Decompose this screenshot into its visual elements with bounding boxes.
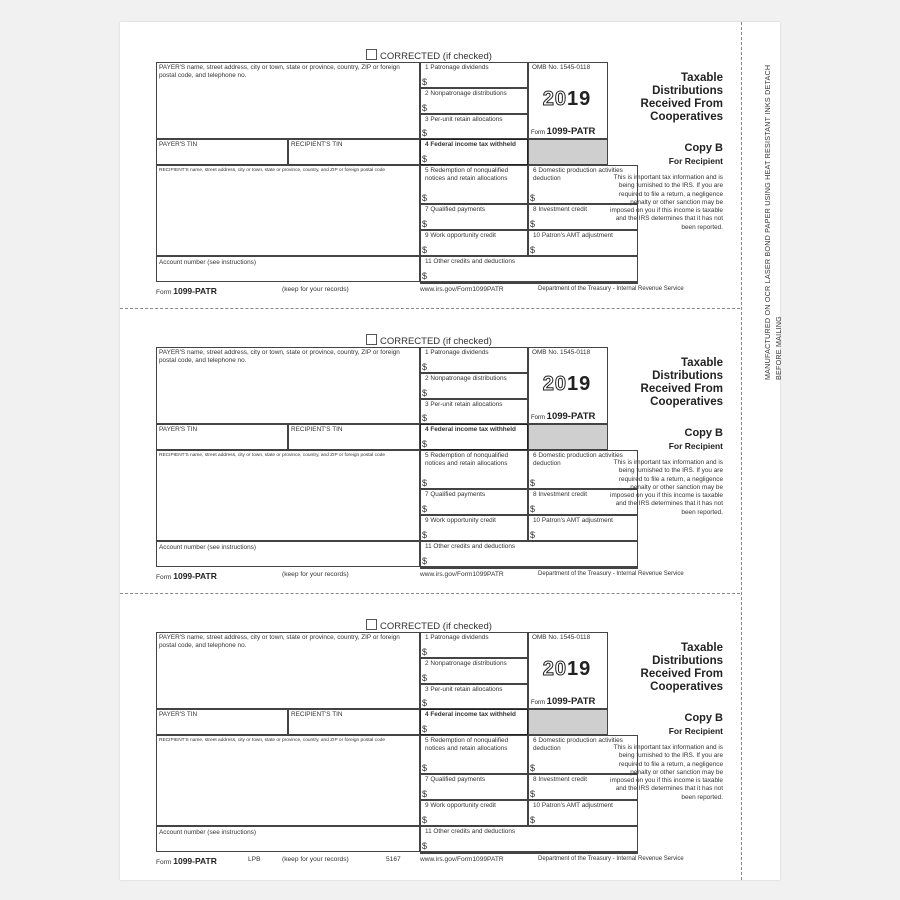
omb-year-box <box>528 632 608 709</box>
footer-keep-records: (keep for your records) <box>282 856 349 863</box>
recipient-name-field[interactable] <box>156 450 420 541</box>
form-word: Form <box>156 574 172 581</box>
box1-label: 1 Patronage dividends <box>425 634 489 641</box>
form-copy-2 <box>120 333 740 583</box>
form-name: 1099-PATR <box>546 126 596 137</box>
dollar-sign: $ <box>422 128 428 138</box>
dollar-sign: $ <box>422 219 428 229</box>
box8-field[interactable] <box>528 204 638 230</box>
tax-year-prefix: 20 <box>542 88 567 110</box>
box11-label: 11 Other credits and deductions <box>425 543 516 550</box>
dollar-sign: $ <box>422 504 428 514</box>
recipient-name-field[interactable] <box>156 735 420 826</box>
recipient-name-label: RECIPIENT'S name, street address, city or town, state or province, country, and ZIP or foreign postal code <box>159 453 386 458</box>
recipient-tin-label: RECIPIENT'S TIN <box>291 711 343 718</box>
box10-field[interactable] <box>528 230 638 256</box>
important-notice: This is important tax information and is being furnished to the IRS. If you are required to file a return, a negligence penalty or other sanction may be imposed on you if this income is taxable and the IRS determines that it has not been reported. <box>610 459 723 516</box>
box6-label: 6 Domestic production activities deduction <box>533 167 623 182</box>
side-margin-label: MANUFACTURED ON OCR LASER BOND PAPER USING HEAT RESISTANT INKS DETACH BEFORE MAILING <box>763 64 783 380</box>
footer-department: Department of the Treasury - Internal Revenue Service <box>538 856 684 862</box>
dollar-sign: $ <box>530 478 536 488</box>
box6-field[interactable] <box>528 165 638 204</box>
payer-name-field[interactable] <box>156 62 420 139</box>
dollar-sign: $ <box>422 724 428 734</box>
dollar-sign: $ <box>422 556 428 566</box>
dollar-sign: $ <box>422 245 428 255</box>
box1-field[interactable] <box>420 347 528 373</box>
recipient-name-field[interactable] <box>156 165 420 256</box>
account-number-label: Account number (see instructions) <box>159 544 256 551</box>
payer-name-label: PAYER'S name, street address, city or town, state or province, country, ZIP or foreign postal code, and telephone no. <box>159 64 400 79</box>
box6-field[interactable] <box>528 450 638 489</box>
dollar-sign: $ <box>530 815 536 825</box>
box3-field[interactable] <box>420 684 528 709</box>
dollar-sign: $ <box>422 763 428 773</box>
box6-label: 6 Domestic production activities deduction <box>533 452 623 467</box>
footer-irs-url[interactable]: www.irs.gov/Form1099PATR <box>420 286 504 293</box>
box3-label: 3 Per-unit retain allocations <box>425 116 503 123</box>
box9-label: 9 Work opportunity credit <box>425 802 496 809</box>
footer-form-id <box>156 571 217 581</box>
box7-field[interactable] <box>420 774 528 800</box>
corrected-checkbox-row[interactable] <box>366 334 492 347</box>
box8-field[interactable] <box>528 489 638 515</box>
dollar-sign: $ <box>422 530 428 540</box>
dollar-sign: $ <box>530 763 536 773</box>
dollar-sign: $ <box>422 103 428 113</box>
payer-name-field[interactable] <box>156 632 420 709</box>
tax-year-suffix: 19 <box>567 658 592 680</box>
corrected-label: CORRECTED (if checked) <box>380 621 492 632</box>
recipient-name-label: RECIPIENT'S name, street address, city or town, state or province, country, and ZIP or foreign postal code <box>159 168 386 173</box>
form-title: Taxable Distributions Received From Cooperatives <box>640 357 723 408</box>
payer-tin-field[interactable] <box>156 709 288 735</box>
box5-field[interactable] <box>420 450 528 489</box>
tax-year <box>531 373 603 396</box>
box4-label: 4 Federal income tax withheld <box>425 426 516 433</box>
dollar-sign: $ <box>422 77 428 87</box>
box10-label: 10 Patron's AMT adjustment <box>533 232 613 239</box>
payer-name-label: PAYER'S name, street address, city or town, state or province, country, ZIP or foreign postal code, and telephone no. <box>159 634 400 649</box>
box11-label: 11 Other credits and deductions <box>425 258 516 265</box>
form-word: Form <box>156 859 172 866</box>
form-id <box>531 126 595 137</box>
box8-field[interactable] <box>528 774 638 800</box>
form-id <box>531 696 595 707</box>
footer-form-id <box>156 286 217 296</box>
form-title: Taxable Distributions Received From Cooperatives <box>640 72 723 123</box>
box10-field[interactable] <box>528 515 638 541</box>
omb-number: OMB No. 1545-0118 <box>532 634 591 641</box>
omb-year-box <box>528 347 608 424</box>
recipient-tin-label: RECIPIENT'S TIN <box>291 426 343 433</box>
side-margin-text <box>762 60 782 380</box>
box8-label: 8 Investment credit <box>533 206 587 213</box>
dollar-sign: $ <box>530 530 536 540</box>
recipient-tin-field[interactable] <box>288 709 420 735</box>
perforation-line-2 <box>120 593 740 594</box>
payer-tin-label: PAYER'S TIN <box>159 141 198 148</box>
omb-year-box <box>528 62 608 139</box>
footer-irs-url[interactable]: www.irs.gov/Form1099PATR <box>420 856 504 863</box>
form-name: 1099-PATR <box>546 696 596 707</box>
corrected-checkbox-row[interactable] <box>366 619 492 632</box>
footer-department: Department of the Treasury - Internal Revenue Service <box>538 286 684 292</box>
dollar-sign: $ <box>422 154 428 164</box>
form-name: 1099-PATR <box>173 856 217 866</box>
tax-year-suffix: 19 <box>567 88 592 110</box>
omb-number: OMB No. 1545-0118 <box>532 64 591 71</box>
box7-field[interactable] <box>420 204 528 230</box>
account-number-label: Account number (see instructions) <box>159 259 256 266</box>
box9-label: 9 Work opportunity credit <box>425 232 496 239</box>
shaded-box <box>528 139 608 165</box>
detach-perforation-vertical <box>741 22 742 880</box>
copy-label: Copy B <box>684 142 723 154</box>
footer-keep-records: (keep for your records) <box>282 286 349 293</box>
copy-label: Copy B <box>684 712 723 724</box>
box2-label: 2 Nonpatronage distributions <box>425 90 507 97</box>
for-recipient-label: For Recipient <box>668 441 723 451</box>
box9-field[interactable] <box>420 230 528 256</box>
box7-label: 7 Qualified payments <box>425 491 486 498</box>
dollar-sign: $ <box>422 789 428 799</box>
form-word: Form <box>531 700 545 706</box>
box6-field[interactable] <box>528 735 638 774</box>
box3-label: 3 Per-unit retain allocations <box>425 401 503 408</box>
payer-name-field[interactable] <box>156 347 420 424</box>
box3-field[interactable] <box>420 114 528 139</box>
dollar-sign: $ <box>422 388 428 398</box>
recipient-name-label: RECIPIENT'S name, street address, city or town, state or province, country, and ZIP or foreign postal code <box>159 738 386 743</box>
omb-number: OMB No. 1545-0118 <box>532 349 591 356</box>
corrected-checkbox-row[interactable] <box>366 49 492 62</box>
box8-label: 8 Investment credit <box>533 776 587 783</box>
box7-field[interactable] <box>420 489 528 515</box>
recipient-tin-field[interactable] <box>288 139 420 165</box>
payer-tin-field[interactable] <box>156 139 288 165</box>
dollar-sign: $ <box>530 193 536 203</box>
dollar-sign: $ <box>422 673 428 683</box>
corrected-checkbox[interactable] <box>366 49 377 60</box>
corrected-label: CORRECTED (if checked) <box>380 336 492 347</box>
box11-field[interactable] <box>420 826 638 852</box>
footer-code: 5167 <box>386 856 401 863</box>
box11-field[interactable] <box>420 541 638 567</box>
box4-field[interactable] <box>420 139 528 165</box>
box10-label: 10 Patron's AMT adjustment <box>533 802 613 809</box>
dollar-sign: $ <box>422 841 428 851</box>
account-number-field[interactable] <box>156 256 420 282</box>
tax-year <box>531 658 603 681</box>
tax-year-prefix: 20 <box>542 373 567 395</box>
payer-tin-label: PAYER'S TIN <box>159 711 198 718</box>
shaded-box <box>528 424 608 450</box>
box4-label: 4 Federal income tax withheld <box>425 711 516 718</box>
dollar-sign: $ <box>530 504 536 514</box>
dollar-sign: $ <box>422 439 428 449</box>
dollar-sign: $ <box>530 789 536 799</box>
box5-field[interactable] <box>420 165 528 204</box>
form-copy-3 <box>120 618 740 868</box>
box2-field[interactable] <box>420 88 528 114</box>
payer-tin-label: PAYER'S TIN <box>159 426 198 433</box>
account-number-field[interactable] <box>156 541 420 567</box>
footer-lpb: LPB <box>248 856 261 863</box>
form-word: Form <box>531 415 545 421</box>
account-number-label: Account number (see instructions) <box>159 829 256 836</box>
box4-label: 4 Federal income tax withheld <box>425 141 516 148</box>
box2-field[interactable] <box>420 373 528 399</box>
box10-label: 10 Patron's AMT adjustment <box>533 517 613 524</box>
tax-year-suffix: 19 <box>567 373 592 395</box>
copy-label: Copy B <box>684 427 723 439</box>
dollar-sign: $ <box>422 193 428 203</box>
box10-field[interactable] <box>528 800 638 826</box>
account-number-field[interactable] <box>156 826 420 852</box>
box11-field[interactable] <box>420 256 638 282</box>
box2-field[interactable] <box>420 658 528 684</box>
dollar-sign: $ <box>422 698 428 708</box>
dollar-sign: $ <box>422 478 428 488</box>
dollar-sign: $ <box>422 271 428 281</box>
dollar-sign: $ <box>422 413 428 423</box>
box5-label: 5 Redemption of nonqualified notices and retain allocations <box>425 167 509 182</box>
box2-label: 2 Nonpatronage distributions <box>425 660 507 667</box>
shaded-box <box>528 709 608 735</box>
payer-tin-field[interactable] <box>156 424 288 450</box>
box7-label: 7 Qualified payments <box>425 776 486 783</box>
box1-label: 1 Patronage dividends <box>425 349 489 356</box>
form-id <box>531 411 595 422</box>
dollar-sign: $ <box>422 647 428 657</box>
tax-year-prefix: 20 <box>542 658 567 680</box>
form-name: 1099-PATR <box>546 411 596 422</box>
corrected-checkbox[interactable] <box>366 334 377 345</box>
form-copy-1 <box>120 48 740 298</box>
box11-label: 11 Other credits and deductions <box>425 828 516 835</box>
form-name: 1099-PATR <box>173 571 217 581</box>
box3-field[interactable] <box>420 399 528 424</box>
footer-department: Department of the Treasury - Internal Revenue Service <box>538 571 684 577</box>
box1-field[interactable] <box>420 632 528 658</box>
footer-form-id <box>156 856 217 866</box>
dollar-sign: $ <box>422 815 428 825</box>
dollar-sign: $ <box>530 245 536 255</box>
corrected-label: CORRECTED (if checked) <box>380 51 492 62</box>
perforation-line-1 <box>120 308 740 309</box>
payer-name-label: PAYER'S name, street address, city or town, state or province, country, ZIP or foreign postal code, and telephone no. <box>159 349 400 364</box>
important-notice: This is important tax information and is being furnished to the IRS. If you are required to file a return, a negligence penalty or other sanction may be imposed on you if this income is taxable and the IRS determines that it has not been reported. <box>610 174 723 231</box>
for-recipient-label: For Recipient <box>668 726 723 736</box>
important-notice: This is important tax information and is being furnished to the IRS. If you are required to file a return, a negligence penalty or other sanction may be imposed on you if this income is taxable and the IRS determines that it has not been reported. <box>610 744 723 801</box>
footer-irs-url[interactable]: www.irs.gov/Form1099PATR <box>420 571 504 578</box>
dollar-sign: $ <box>530 219 536 229</box>
form-title: Taxable Distributions Received From Cooperatives <box>640 642 723 693</box>
box9-field[interactable] <box>420 515 528 541</box>
box5-label: 5 Redemption of nonqualified notices and retain allocations <box>425 737 509 752</box>
box1-field[interactable] <box>420 62 528 88</box>
corrected-checkbox[interactable] <box>366 619 377 630</box>
tax-year <box>531 88 603 111</box>
box4-field[interactable] <box>420 424 528 450</box>
box3-label: 3 Per-unit retain allocations <box>425 686 503 693</box>
form-word: Form <box>156 289 172 296</box>
box9-label: 9 Work opportunity credit <box>425 517 496 524</box>
box4-field[interactable] <box>420 709 528 735</box>
footer-keep-records: (keep for your records) <box>282 571 349 578</box>
box2-label: 2 Nonpatronage distributions <box>425 375 507 382</box>
box5-label: 5 Redemption of nonqualified notices and retain allocations <box>425 452 509 467</box>
box6-label: 6 Domestic production activities deduction <box>533 737 623 752</box>
box7-label: 7 Qualified payments <box>425 206 486 213</box>
box1-label: 1 Patronage dividends <box>425 64 489 71</box>
recipient-tin-label: RECIPIENT'S TIN <box>291 141 343 148</box>
form-word: Form <box>531 130 545 136</box>
box8-label: 8 Investment credit <box>533 491 587 498</box>
dollar-sign: $ <box>422 362 428 372</box>
for-recipient-label: For Recipient <box>668 156 723 166</box>
form-name: 1099-PATR <box>173 286 217 296</box>
recipient-tin-field[interactable] <box>288 424 420 450</box>
box5-field[interactable] <box>420 735 528 774</box>
box9-field[interactable] <box>420 800 528 826</box>
